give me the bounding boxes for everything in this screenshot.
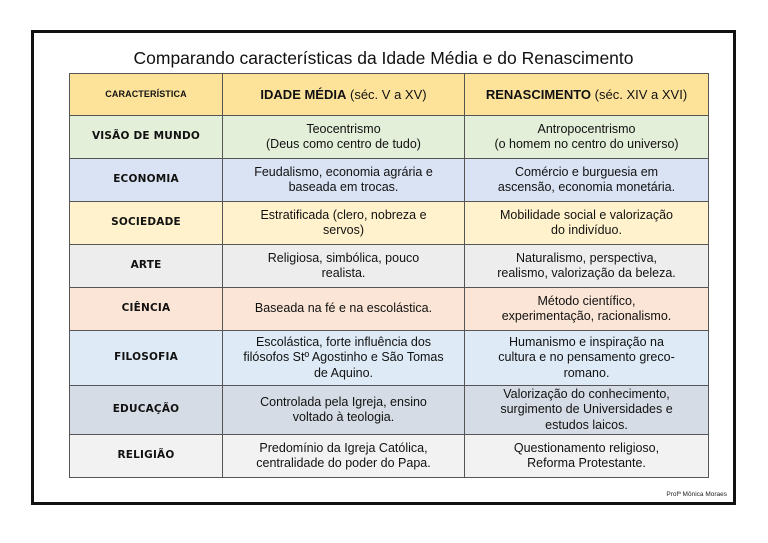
cell-line: centralidade do poder do Papa. <box>256 456 431 470</box>
header-medieval-period: (séc. V a XV) <box>350 86 427 102</box>
cell-line: Valorização do conhecimento, <box>503 386 670 401</box>
row-medieval-cell <box>223 331 465 386</box>
table-row <box>70 288 709 331</box>
cell-line: Escolástica, forte influência dos <box>255 334 432 349</box>
table-row <box>70 116 709 159</box>
table-row <box>70 386 709 435</box>
cell-line: baseada em trocas. <box>288 180 399 194</box>
cell-line: Feudalismo, economia agrária e <box>254 164 433 179</box>
row-feature: EDUCAÇÃO <box>70 386 223 435</box>
table-row <box>70 202 709 245</box>
row-medieval-cell <box>223 116 465 159</box>
header-renaissance-period: (séc. XIV a XVI) <box>594 86 688 102</box>
cell-line: realista. <box>321 266 366 280</box>
table-body <box>70 116 709 478</box>
table-row <box>70 159 709 202</box>
row-feature: VISÃO DE MUNDO <box>70 116 223 159</box>
cell-line: filósofos Stº Agostinho e São Tomas <box>243 350 444 365</box>
table-row <box>70 435 709 478</box>
cell-line: ascensão, economia monetária. <box>497 180 676 194</box>
document-frame <box>31 30 736 505</box>
row-renaissance-cell <box>465 245 709 288</box>
cell-line: romano. <box>563 365 610 380</box>
cell-line: do indivíduo. <box>551 223 622 237</box>
row-renaissance-cell <box>465 116 709 159</box>
cell-line: realismo, valorização da beleza. <box>497 266 676 280</box>
cell-line: Baseada na fé e na escolástica. <box>254 301 433 316</box>
row-feature: CIÊNCIA <box>70 288 223 331</box>
cell-line: Controlada pela Igreja, ensino <box>260 394 427 409</box>
cell-line: Método científico, <box>537 293 636 308</box>
header-renaissance-name: RENASCIMENTO <box>485 86 592 102</box>
author-credit: Profª Mônica Moraes <box>666 491 727 498</box>
header-medieval-name: IDADE MÉDIA <box>260 86 347 102</box>
row-medieval-cell <box>223 245 465 288</box>
row-feature: SOCIEDADE <box>70 202 223 245</box>
page-title: Comparando características da Idade Média e do Renascimento <box>133 48 634 68</box>
row-medieval-cell <box>223 386 465 435</box>
cell-line: (Deus como centro de tudo) <box>266 137 421 151</box>
cell-line: voltado à teologia. <box>292 410 395 424</box>
row-feature: RELIGIÃO <box>70 435 223 478</box>
header-renaissance <box>465 74 709 116</box>
cell-line: Religiosa, simbólica, pouco <box>267 250 420 265</box>
row-feature: ECONOMIA <box>70 159 223 202</box>
row-medieval-cell <box>223 288 465 331</box>
cell-line: surgimento de Universidades e <box>500 402 673 417</box>
table-header-row <box>70 74 709 116</box>
cell-line: Naturalismo, perspectiva, <box>515 250 658 265</box>
row-renaissance-cell <box>465 288 709 331</box>
row-renaissance-cell <box>465 435 709 478</box>
table-row <box>70 245 709 288</box>
cell-line: estudos laicos. <box>545 417 628 432</box>
row-renaissance-cell <box>465 386 709 435</box>
row-medieval-cell <box>223 202 465 245</box>
cell-line: Mobilidade social e valorização <box>499 207 673 222</box>
header-medieval <box>223 74 465 116</box>
cell-line: cultura e no pensamento greco- <box>498 350 675 365</box>
row-renaissance-cell <box>465 159 709 202</box>
cell-line: Teocentrismo <box>306 121 381 136</box>
cell-line: experimentação, racionalismo. <box>501 309 672 323</box>
cell-line: servos) <box>323 223 364 237</box>
cell-line: Predomínio da Igreja Católica, <box>259 440 428 455</box>
table-row <box>70 331 709 386</box>
cell-line: Antropocentrismo <box>537 121 636 136</box>
row-medieval-cell <box>223 159 465 202</box>
row-renaissance-cell <box>465 331 709 386</box>
cell-line: Estratificada (clero, nobreza e <box>260 207 427 222</box>
cell-line: Comércio e burguesia em <box>514 164 659 179</box>
cell-line: Reforma Protestante. <box>527 456 646 470</box>
comparison-table <box>69 73 709 478</box>
cell-line: de Aquino. <box>313 365 374 380</box>
row-feature: FILOSOFIA <box>70 331 223 386</box>
cell-line: Humanismo e inspiração na <box>509 334 664 349</box>
cell-line: (o homem no centro do universo) <box>494 137 679 151</box>
row-medieval-cell <box>223 435 465 478</box>
cell-line: Questionamento religioso, <box>513 440 660 455</box>
row-renaissance-cell <box>465 202 709 245</box>
row-feature: ARTE <box>70 245 223 288</box>
header-feature: CARACTERÍSTICA <box>70 74 223 116</box>
